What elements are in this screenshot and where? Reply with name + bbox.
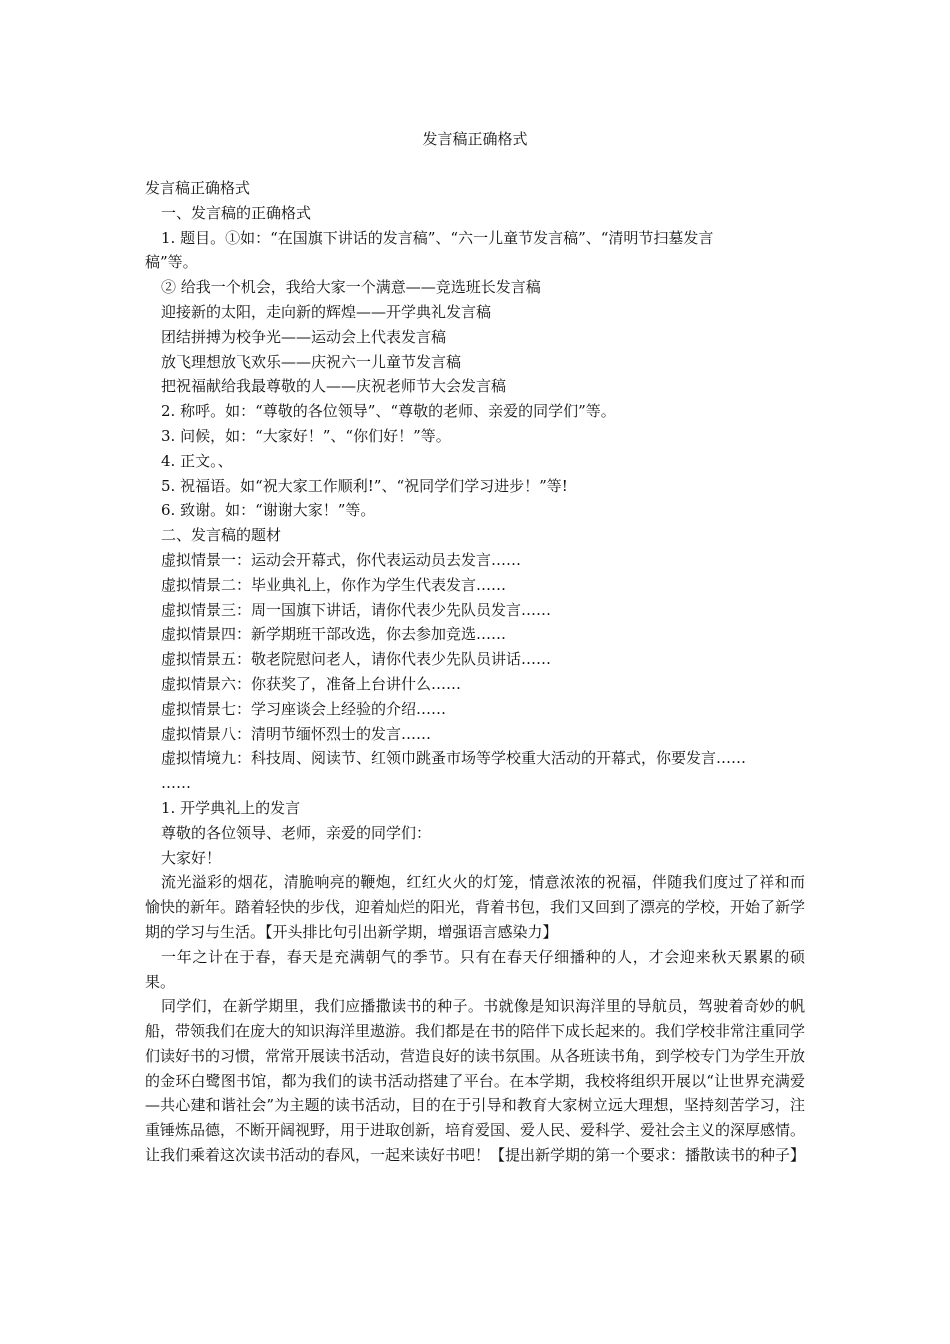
text-line: 4. 正文。、 <box>161 451 233 470</box>
scenario-line: 虚拟情景一：运动会开幕式，你代表运动员去发言…… <box>161 550 522 569</box>
speech-heading: 1. 开学典礼上的发言 <box>161 798 301 817</box>
text-line: 1. 题目。①如：“在国旗下讲话的发言稿”、“六一儿童节发言稿”、“清明节扫墓发言 <box>161 228 714 247</box>
text-line: 把祝福献给我最尊敬的人——庆祝老师节大会发言稿 <box>161 377 507 396</box>
speech-paragraph: 一年之计在于春，春天是充满朝气的季节。只有在春天仔细播种的人，才会迎来秋天累累的硕果。 <box>145 947 805 991</box>
scenario-line: 虚拟情景三：周一国旗下讲话，请你代表少先队员发言…… <box>161 600 552 619</box>
scenario-line: 虚拟情境九：科技周、阅读节、红领巾跳蚤市场等学校重大活动的开幕式，你要发言…… <box>161 749 747 768</box>
text-line: 6. 致谢。如：“谢谢大家！”等。 <box>161 501 376 520</box>
scenario-line: 虚拟情景四：新学期班干部改选，你去参加竞选…… <box>161 625 507 644</box>
document-title: 发言稿正确格式 <box>422 130 528 148</box>
subsection-heading: 二、发言稿的题材 <box>161 526 282 545</box>
speech-greeting: 大家好！ <box>161 848 222 867</box>
text-line: ② 给我一个机会，我给大家一个满意——竞选班长发言稿 <box>161 278 541 297</box>
section-heading: 发言稿正确格式 <box>145 179 251 197</box>
text-line: 2. 称呼。如：“尊敬的各位领导”、“尊敬的老师、亲爱的同学们”等。 <box>161 402 616 421</box>
speech-paragraph: 流光溢彩的烟花，清脆响亮的鞭炮，红红火火的灯笼，情意浓浓的祝福，伴随我们度过了祥和而愉快的新年。踏着轻快的步伐，迎着灿烂的阳光，背着书包，我们又回到了漂亮的学校，开始了新学期的学习与生活。【开头排比句引出新学期，增强语言感染力】 <box>145 873 806 941</box>
subsection-heading: 一、发言稿的正确格式 <box>161 203 312 222</box>
text-line: 放飞理想放飞欢乐——庆祝六一儿童节发言稿 <box>161 352 462 371</box>
text-line: 3. 问候，如：“大家好！”、“你们好！”等。 <box>161 426 451 445</box>
scenario-line: 虚拟情景二：毕业典礼上，你作为学生代表发言…… <box>161 575 507 594</box>
scenario-line: 虚拟情景七：学习座谈会上经验的介绍…… <box>161 699 447 718</box>
text-line: 团结拼搏为校争光——运动会上代表发言稿 <box>161 327 447 346</box>
text-line: 5. 祝福语。如“祝大家工作顺利!”、“祝同学们学习进步！”等! <box>161 476 568 495</box>
scenario-line: 虚拟情景八：清明节缅怀烈士的发言…… <box>161 724 432 743</box>
document-body <box>145 176 805 1168</box>
speech-salutation: 尊敬的各位领导、老师，亲爱的同学们： <box>161 823 432 842</box>
text-line: 迎接新的太阳，走向新的辉煌——开学典礼发言稿 <box>161 302 492 321</box>
text-line: …… <box>161 774 191 793</box>
speech-paragraph: 同学们，在新学期里，我们应播撒读书的种子。书就像是知识海洋里的导航员，驾驶着奇妙的帆船，带领我们在庞大的知识海洋里遨游。我们都是在书的陪伴下成长起来的。我们学校非常注重同学们读好书的习惯，常常开展读书活动，营造良好的读书氛围。从各班读书角，到学校专门为学生开放的金环白鹭图书馆，都为我们的读书活动搭建了平台。在本学期，我校将组织开展以“让世界充满爱—共心建和谐社会”为主题的读书活动，目的在于引导和教育大家树立远大理想，坚持刻苦学习，注重锤炼品德，不断开阔视野，用于进取创新，培育爱国、爱人民、爱科学、爱社会主义的深厚感情。让我们乘着这次读书活动的春风，一起来读好书吧！【提出新学期的第一个要求：播散读书的种子】 <box>145 997 806 1165</box>
scenario-line: 虚拟情景五：敬老院慰问老人，请你代表少先队员讲话…… <box>161 650 552 669</box>
scenario-line: 虚拟情景六：你获奖了，准备上台讲什么…… <box>161 674 462 693</box>
text-line: 稿”等。 <box>145 253 198 272</box>
